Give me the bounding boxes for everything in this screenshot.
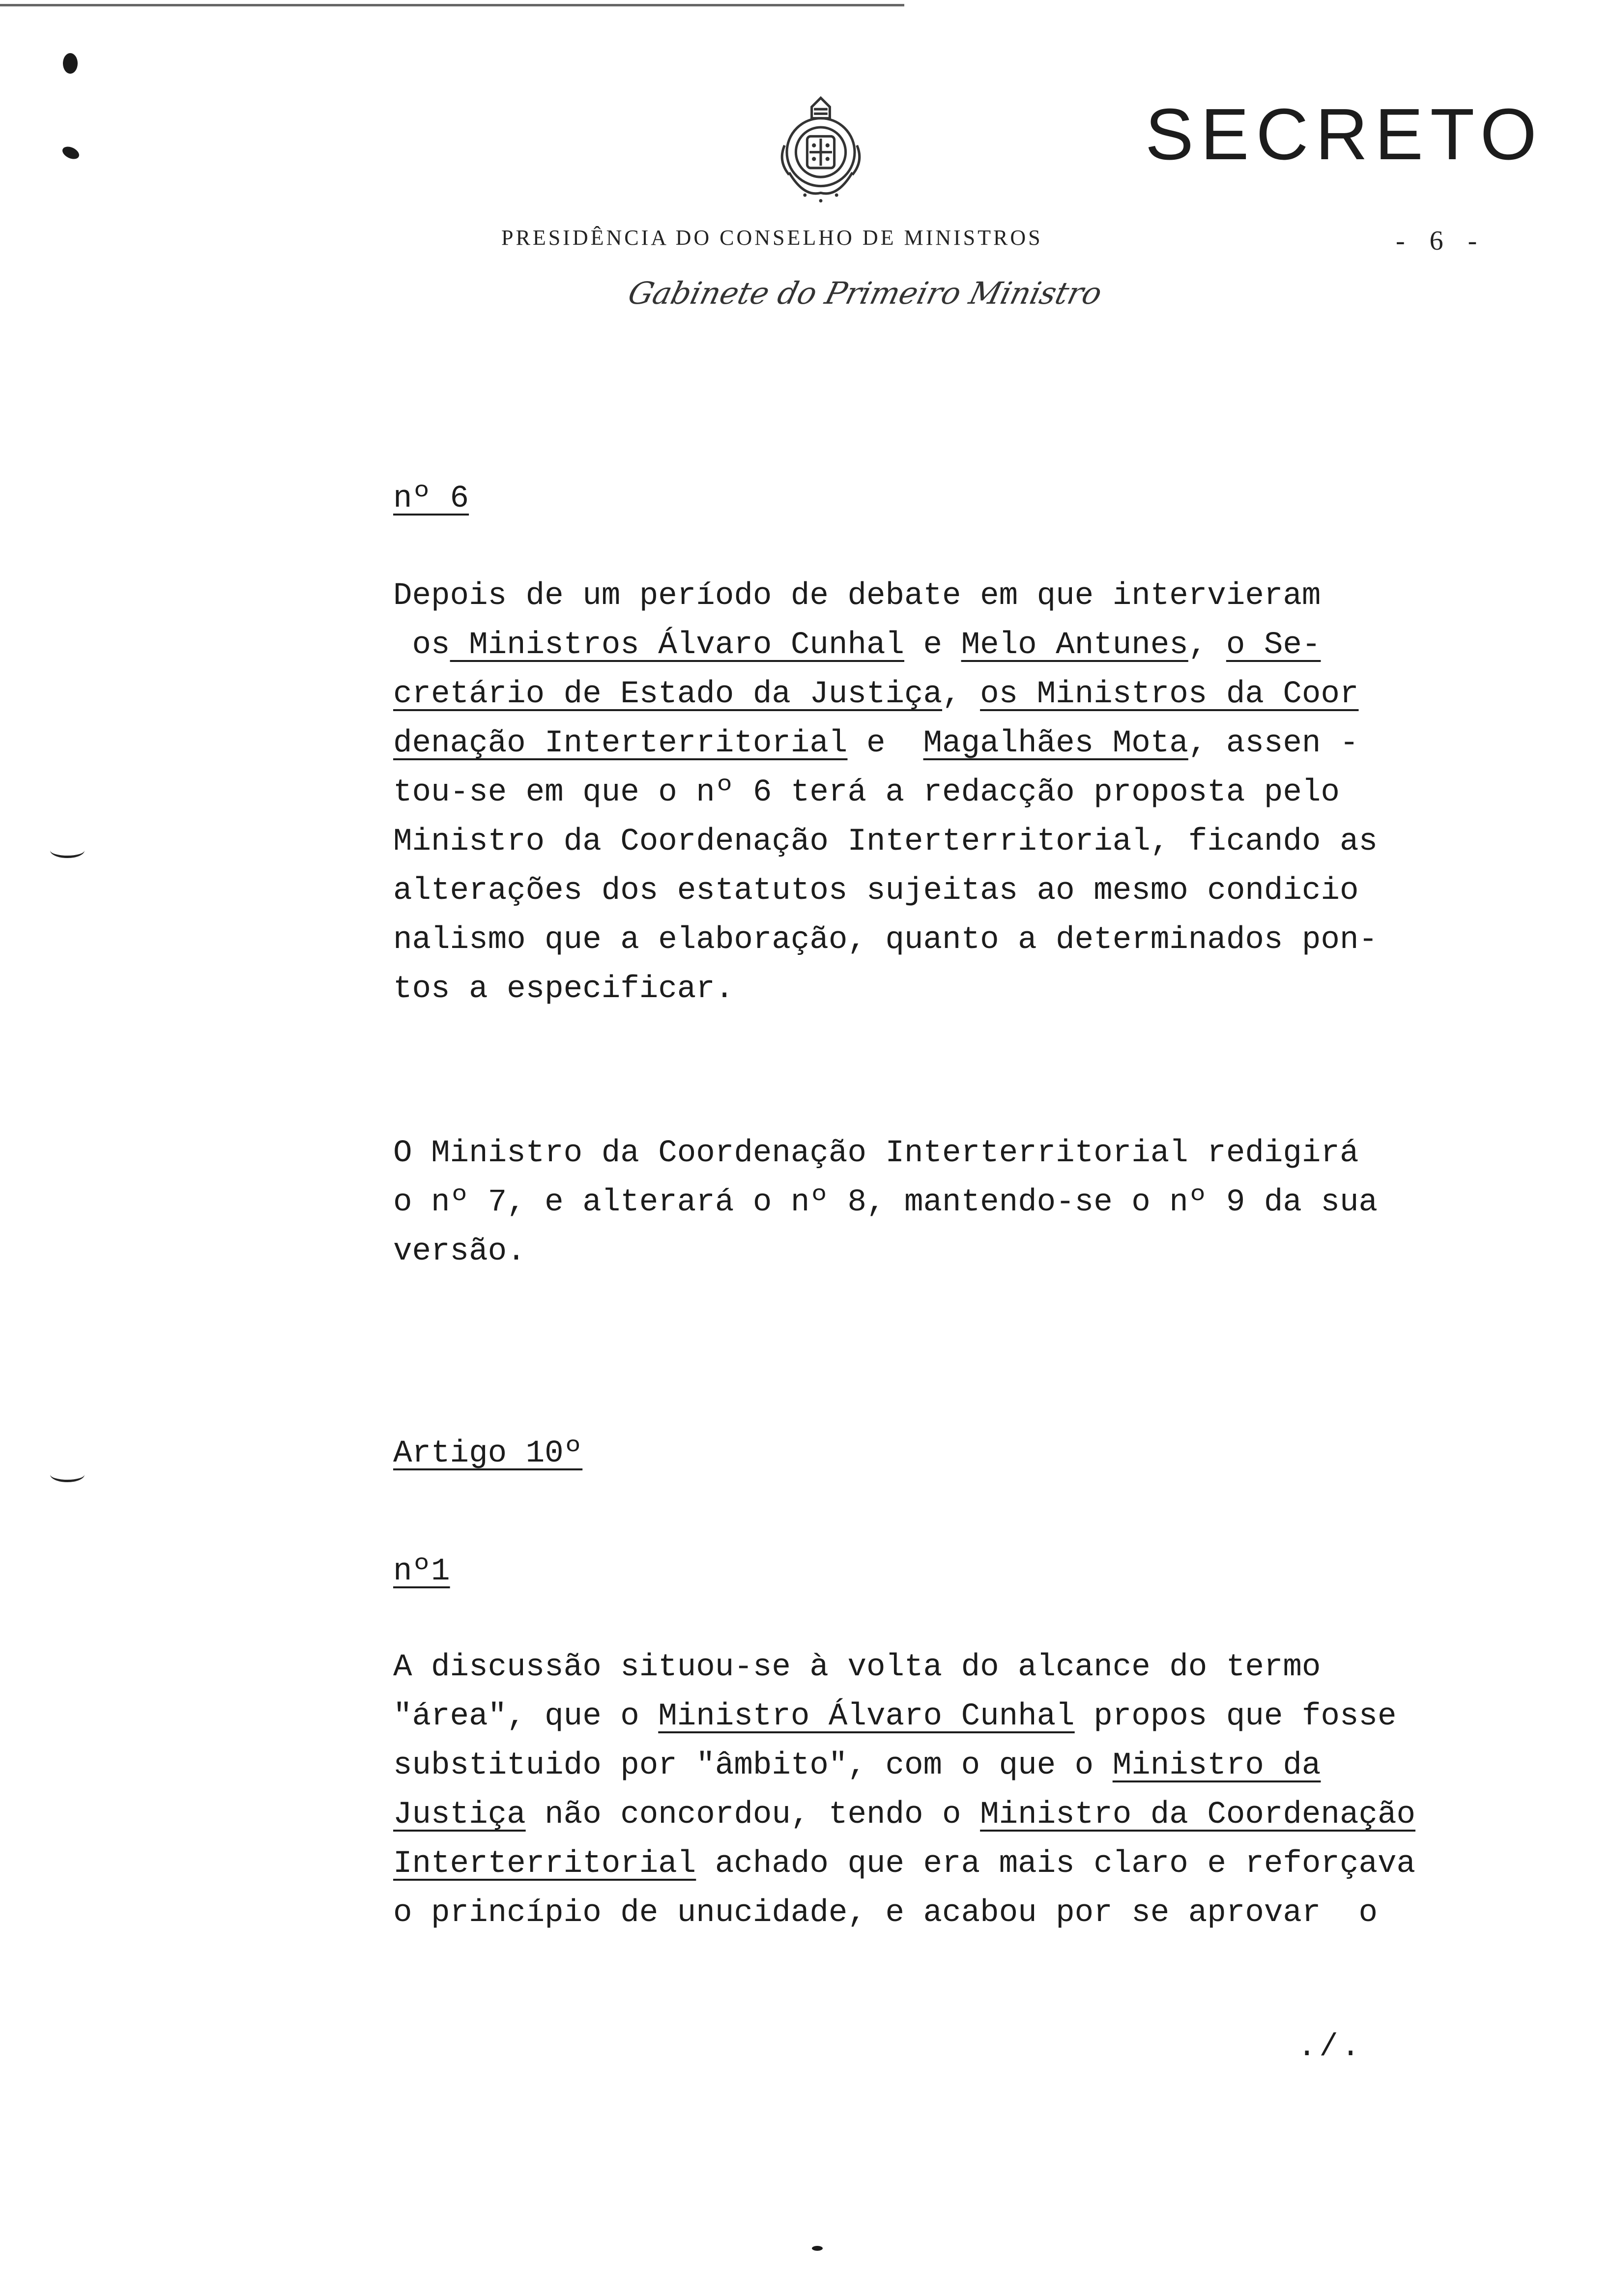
paragraph-line: cretário de Estado da Justiça, os Ministros da Coor (393, 677, 1359, 712)
paragraph-line: substituido por "âmbito", com o que o Ministro da (393, 1748, 1321, 1783)
paragraph-line: A discussão situou-se à volta do alcance do termo (393, 1650, 1321, 1685)
scan-mark (60, 144, 81, 161)
paragraph-line: tou-se em que o nº 6 terá a redacção proposta pelo (393, 775, 1340, 810)
paragraph-line: "área", que o Ministro Álvaro Cunhal propos que fosse (393, 1699, 1397, 1734)
underlined-name: Ministro Álvaro Cunhal (658, 1699, 1075, 1734)
office-heading: PRESIDÊNCIA DO CONSELHO DE MINISTROS (501, 226, 1043, 250)
paragraph-line: tos a especificar. (393, 972, 734, 1007)
scan-mark (50, 843, 85, 858)
section-heading-artigo10: Artigo 10º (393, 1436, 583, 1471)
scan-mark (50, 1467, 85, 1482)
paragraph-line: Ministro da Coordenação Interterritorial, ficando as (393, 824, 1378, 860)
underlined-name: Interterritorial (393, 1846, 696, 1882)
underlined-name: Ministro da Coordenação (980, 1797, 1416, 1833)
paragraph-line: versão. (393, 1234, 526, 1269)
underlined-name: Justiça (393, 1797, 526, 1833)
underlined-name: o Se- (1226, 628, 1321, 663)
paragraph-line: Interterritorial achado que era mais claro e reforçava (393, 1846, 1416, 1882)
underlined-name: cretário de Estado da Justiça (393, 677, 943, 712)
coat-of-arms-icon (764, 93, 877, 206)
paragraph-line: alterações dos estatutos sujeitas ao mesmo condicio (393, 873, 1359, 909)
paragraph-line: denação Interterritorial e Magalhães Mota, assen - (393, 726, 1359, 761)
underlined-name: Ministro da (1112, 1748, 1321, 1783)
paragraph-line: nalismo que a elaboração, quanto a determinados pon- (393, 922, 1378, 958)
handwritten-cabinet-line: Gabinete do Primeiro Ministro (624, 275, 1106, 311)
underlined-name: Melo Antunes (961, 628, 1188, 663)
paragraph-line: Depois de um período de debate em que intervieram (393, 578, 1321, 614)
subsection-heading-no1: nº1 (393, 1554, 450, 1589)
continuation-mark: ./. (1297, 2030, 1363, 2065)
top-edge-line (0, 4, 904, 6)
underlined-name: Magalhães Mota (923, 726, 1188, 761)
underlined-name: denação Interterritorial (393, 726, 848, 761)
paragraph-line: o princípio de unucidade, e acabou por se aprovar o (393, 1895, 1378, 1931)
paragraph-line: Justiça não concordou, tendo o Ministro da Coordenação (393, 1797, 1416, 1833)
underlined-name: os Ministros da Coor (980, 677, 1359, 712)
paragraph-line: os Ministros Álvaro Cunhal e Melo Antunes, o Se- (393, 628, 1321, 663)
scan-mark (812, 2246, 823, 2251)
classification-stamp: SECRETO (1145, 94, 1544, 175)
paragraph-line: o nº 7, e alterará o nº 8, mantendo-se o nº 9 da sua (393, 1185, 1378, 1220)
paragraph-line: O Ministro da Coordenação Interterritorial redigirá (393, 1136, 1359, 1171)
page-number: - 6 - (1396, 226, 1486, 256)
scan-mark (63, 53, 78, 74)
underlined-name: Ministros Álvaro Cunhal (450, 628, 905, 663)
section-heading-no6: nº 6 (393, 481, 469, 517)
